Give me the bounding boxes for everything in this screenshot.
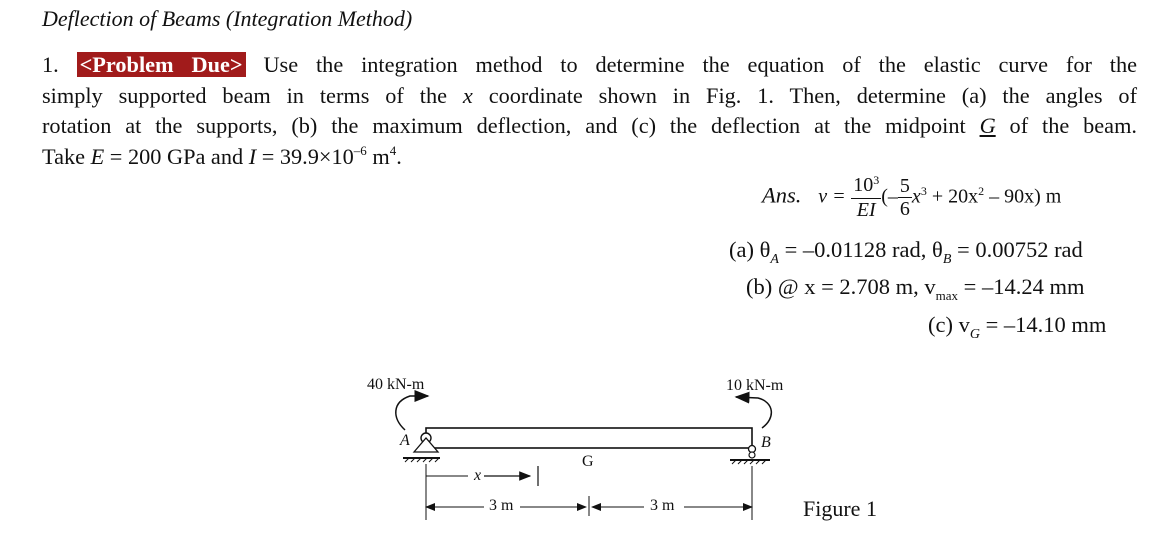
var-x: x bbox=[462, 82, 473, 108]
var-g: G bbox=[979, 113, 996, 138]
figure-caption: Figure 1 bbox=[803, 496, 877, 521]
support-a-label: A bbox=[400, 432, 410, 449]
poly-20x: + 20x bbox=[926, 185, 979, 208]
inner-den: 6 bbox=[899, 198, 910, 220]
sub-a: A bbox=[770, 252, 779, 267]
dimension-left-label: 3 m bbox=[489, 497, 514, 514]
poly-exp3: 3 bbox=[920, 183, 927, 198]
moment-arrow-right bbox=[736, 397, 771, 428]
var-e: E bbox=[90, 143, 105, 169]
problem-text-1: Use the integration method to determine the equation of the elastic curve for the bbox=[245, 52, 1137, 77]
text-i-value: = 39.9×10 bbox=[256, 143, 354, 169]
var-i: I bbox=[248, 143, 257, 169]
point-g-label: G bbox=[582, 453, 594, 470]
answer-b-value: = –14.24 mm bbox=[958, 274, 1085, 299]
text-take: Take bbox=[42, 143, 91, 169]
problem-text-3b: of the beam. bbox=[995, 113, 1137, 138]
open-paren: (– bbox=[881, 185, 898, 208]
ans-v: v = bbox=[818, 185, 846, 208]
problem-number: 1. bbox=[42, 52, 59, 77]
poly-exp2: 2 bbox=[978, 183, 985, 198]
poly-x: x bbox=[911, 185, 921, 208]
answer-a-label: (a) θ bbox=[729, 237, 771, 262]
answer-c-label: (c) v bbox=[928, 312, 970, 337]
poly-90x: – 90x) m bbox=[984, 185, 1062, 208]
support-b-label: B bbox=[761, 434, 771, 451]
problem-due-badge: <Problem Due> bbox=[77, 52, 246, 77]
answer-a-value2: = 0.00752 rad bbox=[951, 237, 1083, 262]
sub-max: max bbox=[935, 288, 959, 303]
text-unit-m: m bbox=[366, 143, 390, 169]
answer-b-label: (b) @ x = 2.708 m, v bbox=[746, 274, 936, 299]
beam bbox=[426, 428, 752, 448]
moment-arrow-left bbox=[396, 396, 428, 430]
coef-num: 10 bbox=[853, 174, 874, 196]
problem-text-2b: coordinate shown in Fig. 1. Then, determine (a) the angles of bbox=[472, 82, 1137, 108]
text-e-value: = 200 GPa and bbox=[104, 143, 249, 169]
inner-num: 5 bbox=[899, 175, 910, 197]
answer-a-value: = –0.01128 rad, θ bbox=[778, 237, 943, 262]
text-period: . bbox=[396, 143, 402, 169]
dimension-right-label: 3 m bbox=[650, 497, 675, 514]
moment-label-left: 40 kN-m bbox=[367, 376, 425, 393]
exp-minus6: –6 bbox=[353, 142, 367, 158]
answer-c-value: = –14.10 mm bbox=[979, 312, 1107, 337]
exp-4: 4 bbox=[389, 142, 397, 158]
x-label: x bbox=[474, 467, 482, 484]
problem-text-2a: simply supported beam in terms of the bbox=[42, 82, 463, 108]
ans-label: Ans. bbox=[762, 182, 802, 208]
coef-den: EI bbox=[856, 199, 876, 221]
coef-exp: 3 bbox=[873, 173, 880, 187]
page-title: Deflection of Beams (Integration Method) bbox=[42, 6, 413, 31]
sub-b: B bbox=[942, 252, 952, 267]
moment-label-right: 10 kN-m bbox=[726, 377, 784, 394]
problem-text-3a: rotation at the supports, (b) the maximum deflection, and (c) the deflection at the midpoint bbox=[42, 113, 980, 138]
sub-g: G bbox=[969, 327, 980, 342]
